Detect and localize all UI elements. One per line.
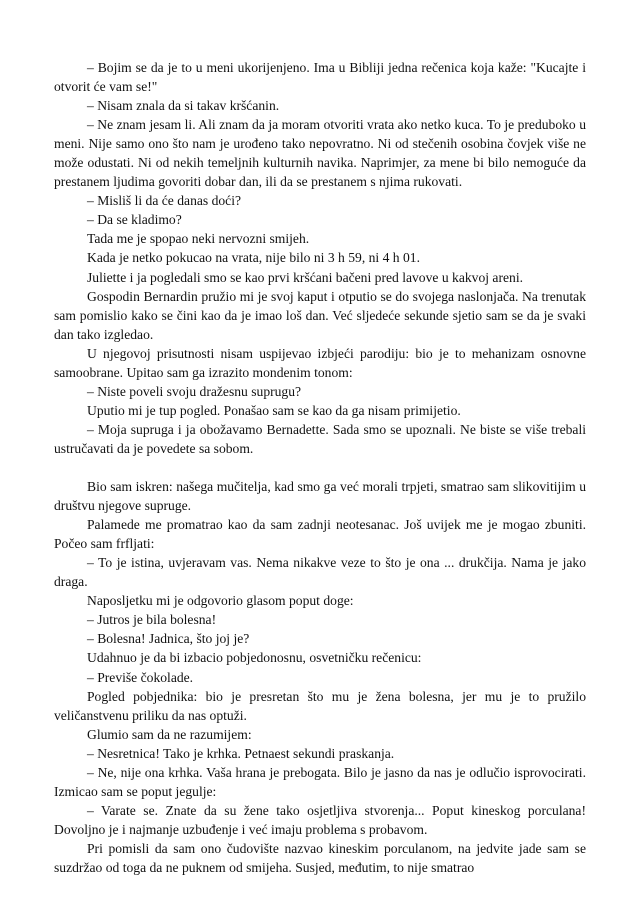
paragraph: – Misliš li da će danas doći? [87,193,242,209]
paragraph: Tada me je spopao neki nervozni smijeh. [87,231,310,247]
paragraph: – To je istina, uvjeravam vas. Nema nikakve veze to što je ona ... drukčija. Nama je jako draga. [54,555,586,590]
paragraph: – Niste poveli svoju dražesnu suprugu? [87,383,302,399]
paragraph: Glumio sam da ne razumijem: [87,726,252,742]
paragraph: Gospodin Bernardin pružio mi je svoj kaput i otputio se do svojega naslonjača. Na trenutak sam pomislio kako se čini kao da je imao loš dan. Već sljedeće sekunde sjetio sam se da je svaki dan tako izgledao. [54,288,586,342]
paragraph: – Ne znam jesam li. Ali znam da ja moram otvoriti vrata ako netko kuca. To je preduboko u meni. Nije samo ono što nam je urođeno tako nepovratno. Ni od stečenih osobina čovjek više ne može odustati. Ni od nekih temeljnih kulturnih navika. Naprimjer, za mene bi bilo nemoguće da prestanem ljudima govoriti dobar dan, ili da se prestanem s njima rukovati. [54,117,586,190]
paragraph: Uputio mi je tup pogled. Ponašao sam se kao da ga nisam primijetio. [87,402,461,418]
paragraph: – Da se kladimo? [87,212,182,228]
paragraph: – Ne, nije ona krhka. Vaša hrana je prebogata. Bilo je jasno da nas je odlučio isprovocirati. Izmicao sam se poput jegulje: [54,764,586,799]
paragraph: – Previše čokolade. [87,669,194,685]
paragraph: Pri pomisli da sam ono čudovište nazvao kineskim porculanom, na jedvite jade sam se suzdržao od toga da ne puknem od smijeha. Susjed, međutim, to nije smatrao [54,840,586,875]
paragraph: Juliette i ja pogledali smo se kao prvi kršćani bačeni pred lavove u kakvoj areni. [87,269,523,285]
paragraph: Kada je netko pokucao na vrata, nije bilo ni 3 h 59, ni 4 h 01. [87,250,420,266]
paragraph: – Bolesna! Jadnica, što joj je? [87,631,250,647]
paragraph: – Varate se. Znate da su žene tako osjetljiva stvorenja... Poput kineskog porculana! Dovoljno je i najmanje uzbuđenje i već imaju problema s probavom. [54,802,586,837]
paragraph: – Bojim se da je to u meni ukorijenjeno. Ima u Bibliji jedna rečenica koja kaže: "Kucajte i otvorit će vam se!" [54,60,586,95]
paragraph: – Moja supruga i ja obožavamo Bernadette. Sada smo se upoznali. Ne biste se više trebali ustručavati da je povedete sa sobom. [54,421,586,456]
paragraph: – Nesretnica! Tako je krhka. Petnaest sekundi praskanja. [87,745,395,761]
paragraph: Naposljetku mi je odgovorio glasom poput doge: [87,593,354,609]
paragraph: Pogled pobjednika: bio je presretan što mu je žena bolesna, jer mu je to pružilo veličanstvenu priliku da nas optuži. [54,688,586,723]
paragraph: Palamede me promatrao kao da sam zadnji neotesanac. Još uvijek me je mogao zbuniti. Počeo sam frfljati: [54,517,586,552]
paragraph: Bio sam iskren: našega mučitelja, kad smo ga već morali trpjeti, smatrao sam slikovitijim u društvu njegove supruge. [54,479,586,514]
paragraph: – Nisam znala da si takav kršćanin. [87,98,280,114]
paragraph: U njegovoj prisutnosti nisam uspijevao izbjeći parodiju: bio je to mehanizam osnovne samoobrane. Upitao sam ga izrazito mondenim tonom: [54,345,586,380]
book-page [54,58,586,877]
paragraph: Udahnuo je da bi izbacio pobjedonosnu, osvetničku rečenicu: [87,650,422,666]
paragraph: – Jutros je bila bolesna! [87,612,217,628]
